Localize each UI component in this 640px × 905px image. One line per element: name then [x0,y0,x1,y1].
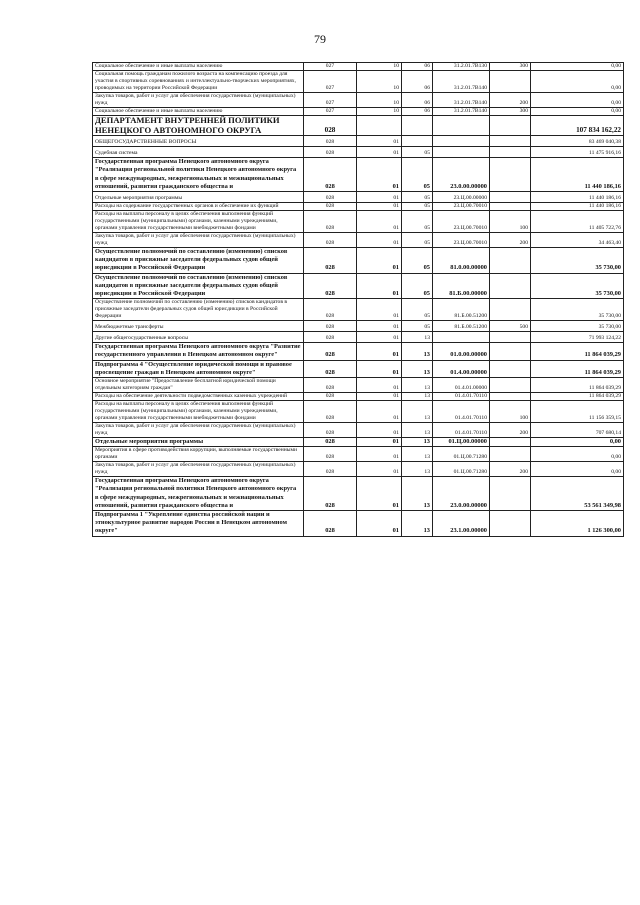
target-article-code: 01.4.01.70110 [433,393,490,401]
section-code: 01 [357,299,402,321]
target-article-code: 01.Ц.00.00000 [433,438,490,447]
table-row [93,423,624,438]
subsection-code: 05 [402,211,433,233]
amount: 11 440 186,16 [531,192,624,203]
subsection-code: 05 [402,158,433,192]
row-name: Закупка товаров, работ и услуг для обеспечения государственных (муниципальных) нужд [93,462,304,477]
ministry-code: 027 [304,71,357,93]
ministry-code: 028 [304,299,357,321]
expense-type-code [490,438,531,447]
table-row [93,158,624,192]
section-code: 01 [357,192,402,203]
expense-type-code [490,248,531,274]
ministry-code: 028 [304,273,357,299]
subsection-code: 05 [402,203,433,211]
ministry-code: 028 [304,438,357,447]
expense-type-code [490,116,531,136]
section-code: 01 [357,447,402,462]
target-article-code: 81.Б.00.51200 [433,321,490,332]
section-code: 01 [357,423,402,438]
row-name: Межбюджетные трансферты [93,321,304,332]
subsection-code: 13 [402,343,433,360]
row-name: Подпрограмма 4 "Осуществление юридической помощи и правовое просвещение граждан в Ненецком автономном округе" [93,360,304,377]
budget-table [92,62,624,537]
ministry-code: 027 [304,93,357,108]
expense-type-code [490,447,531,462]
row-name: Основное мероприятие "Предоставление бесплатной юридической помощи отдельным категориям граждан" [93,378,304,393]
section-code: 01 [357,378,402,393]
table-row [93,477,624,511]
expense-type-code: 300 [490,63,531,71]
row-name: Закупка товаров, работ и услуг для обеспечения государственных (муниципальных) нужд [93,93,304,108]
amount: 35 730,00 [531,273,624,299]
subsection-code [402,116,433,136]
section-code: 01 [357,158,402,192]
amount: 0,00 [531,462,624,477]
amount: 11 156 359,15 [531,401,624,423]
subsection-code: 05 [402,192,433,203]
table-row [93,343,624,360]
table-row [93,273,624,299]
row-name: Осуществление полномочий по составлению (изменению) списков кандидатов в присяжные заседатели федеральных судов общей юрисдикции в Российской Федерации [93,248,304,274]
target-article-code [433,136,490,147]
target-article-code: 81.0.00.00000 [433,248,490,274]
department-row [93,116,624,136]
table-row [93,332,624,343]
target-article-code: 23.Ц.00.70010 [433,203,490,211]
expense-type-code [490,343,531,360]
target-article-code: 01.4.01.70110 [433,401,490,423]
row-name: Осуществление полномочий по составлению (изменению) списков кандидатов в присяжные заседатели федеральных судов общей юрисдикции в Российской Федерации [93,273,304,299]
section-code: 01 [357,233,402,248]
row-name: Другие общегосударственные вопросы [93,332,304,343]
target-article-code: 23.0.00.00000 [433,477,490,511]
section-code: 01 [357,203,402,211]
table-row [93,321,624,332]
target-article-code: 81.Б.00.51200 [433,299,490,321]
row-name: Государственная программа Ненецкого автономного округа "Развитие государственного управления в Ненецком автономном округе" [93,343,304,360]
row-name: Отдельные мероприятия программы [93,192,304,203]
table-row [93,511,624,537]
expense-type-code: 200 [490,233,531,248]
expense-type-code [490,378,531,393]
section-code: 01 [357,332,402,343]
subsection-code: 05 [402,233,433,248]
subsection-code: 13 [402,393,433,401]
target-article-code [433,332,490,343]
target-article-code: 31.2.01.7В130 [433,63,490,71]
subsection-code: 13 [402,423,433,438]
target-article-code: 23.Ц.00.70010 [433,233,490,248]
target-article-code: 01.Ц.00.71280 [433,462,490,477]
ministry-code: 028 [304,332,357,343]
subsection-code: 06 [402,108,433,116]
subsection-code: 06 [402,93,433,108]
subsection-code: 13 [402,360,433,377]
ministry-code: 028 [304,378,357,393]
target-article-code: 81.Б.00.00000 [433,273,490,299]
row-name: Расходы на обеспечение деятельности подведомственных казенных учреждений [93,393,304,401]
section-code: 01 [357,511,402,537]
ministry-code: 028 [304,511,357,537]
ministry-code: 027 [304,108,357,116]
expense-type-code [490,203,531,211]
expense-type-code [490,332,531,343]
row-name: Мероприятия в сфере противодействия коррупции, выполняемые государственными органами [93,447,304,462]
ministry-code: 028 [304,393,357,401]
table-row [93,108,624,116]
expense-type-code [490,71,531,93]
target-article-code: 23.Ц.00.70010 [433,211,490,233]
budget-table-body [93,63,624,537]
ministry-code: 028 [304,248,357,274]
ministry-code: 028 [304,203,357,211]
subsection-code: 13 [402,378,433,393]
section-code: 10 [357,108,402,116]
row-name: Судебная система [93,147,304,158]
row-name: Расходы на выплаты персоналу в целях обеспечения выполнения функций государственными (муниципальными) органами, казенными учреждениями, органами управления государственными внебюджетными фондами [93,211,304,233]
row-name: Социальная помощь гражданам пожилого возраста на компенсацию проезда для участия в спортивных соревнованиях и интеллектуально-творческих мероприятиях, проводимых на территории Российской Федерации [93,71,304,93]
ministry-code: 028 [304,136,357,147]
ministry-code: 028 [304,192,357,203]
table-row [93,360,624,377]
expense-type-code: 200 [490,93,531,108]
ministry-code: 028 [304,343,357,360]
subsection-code: 05 [402,321,433,332]
amount: 35 730,00 [531,299,624,321]
page-number: 79 [314,32,326,46]
row-name: Социальное обеспечение и иные выплаты населению [93,108,304,116]
table-row [93,447,624,462]
expense-type-code: 100 [490,401,531,423]
expense-type-code [490,147,531,158]
target-article-code: 31.2.01.7В140 [433,71,490,93]
row-name: Государственная программа Ненецкого автономного округа "Реализация региональной политики Ненецкого автономного округа в сфере международных, межрегиональных и межнациональных отношений, развития гражданского общества и [93,477,304,511]
table-row [93,378,624,393]
amount: 0,00 [531,108,624,116]
table-row [93,136,624,147]
row-name: Расходы на выплаты персоналу в целях обеспечения выполнения функций государственными (муниципальными) органами, казенными учреждениями, органами управления государственными внебюджетными фондами [93,401,304,423]
row-name: ОБЩЕГОСУДАРСТВЕННЫЕ ВОПРОСЫ [93,136,304,147]
row-name: ДЕПАРТАМЕНТ ВНУТРЕННЕЙ ПОЛИТИКИ НЕНЕЦКОГО АВТОНОМНОГО ОКРУГА [93,116,304,136]
subsection-code: 05 [402,299,433,321]
amount: 83 469 040,38 [531,136,624,147]
ministry-code: 028 [304,423,357,438]
row-name: Осуществление полномочий по составлению (изменению) списков кандидатов в присяжные заседатели федеральных судов общей юрисдикции в Российской Федерации [93,299,304,321]
target-article-code: 01.4.01.70110 [433,423,490,438]
expense-type-code [490,393,531,401]
section-code: 01 [357,211,402,233]
row-name: Закупка товаров, работ и услуг для обеспечения государственных (муниципальных) нужд [93,233,304,248]
ministry-code: 028 [304,147,357,158]
table-row [93,393,624,401]
row-name: Отдельные мероприятия программы [93,438,304,447]
section-code: 01 [357,360,402,377]
section-code: 01 [357,438,402,447]
amount: 11 440 186,16 [531,203,624,211]
subsection-code: 05 [402,147,433,158]
target-article-code: 23.Ц.00.00000 [433,192,490,203]
table-row [93,192,624,203]
section-code: 01 [357,393,402,401]
section-code: 01 [357,136,402,147]
target-article-code: 01.0.00.00000 [433,343,490,360]
amount: 11 475 916,16 [531,147,624,158]
amount: 0,00 [531,93,624,108]
target-article-code: 31.2.01.7В140 [433,108,490,116]
table-row [93,147,624,158]
table-row [93,462,624,477]
table-row [93,248,624,274]
section-code: 01 [357,462,402,477]
row-name: Расходы на содержание государственных органов и обеспечение их функций [93,203,304,211]
section-code: 01 [357,147,402,158]
amount: 1 126 300,00 [531,511,624,537]
expense-type-code: 200 [490,462,531,477]
expense-type-code [490,192,531,203]
amount: 11 440 186,16 [531,158,624,192]
expense-type-code [490,273,531,299]
table-row [93,211,624,233]
amount: 0,00 [531,438,624,447]
expense-type-code [490,136,531,147]
expense-type-code [490,360,531,377]
expense-type-code [490,158,531,192]
amount: 11 864 039,29 [531,393,624,401]
table-row [93,93,624,108]
target-article-code: 01.4.00.00000 [433,360,490,377]
amount: 34 463,40 [531,233,624,248]
row-name: Закупка товаров, работ и услуг для обеспечения государственных (муниципальных) нужд [93,423,304,438]
amount: 707 680,14 [531,423,624,438]
subsection-code: 13 [402,511,433,537]
amount: 35 730,00 [531,248,624,274]
subsection-code: 13 [402,401,433,423]
target-article-code: 01.Ц.00.71280 [433,447,490,462]
section-code: 01 [357,273,402,299]
expense-type-code [490,477,531,511]
expense-type-code: 500 [490,321,531,332]
amount: 35 730,00 [531,321,624,332]
subsection-code: 06 [402,71,433,93]
expense-type-code: 300 [490,108,531,116]
subsection-code: 13 [402,477,433,511]
table-row [93,203,624,211]
section-code [357,116,402,136]
target-article-code [433,116,490,136]
row-name: Государственная программа Ненецкого автономного округа "Реализация региональной политики Ненецкого автономного округа в сфере международных, межрегиональных и межнациональных отношений, развития гражданского общества и [93,158,304,192]
section-code: 01 [357,401,402,423]
target-article-code: 23.1.00.00000 [433,511,490,537]
amount: 11 864 039,29 [531,343,624,360]
ministry-code: 027 [304,63,357,71]
target-article-code: 23.0.00.00000 [433,158,490,192]
amount: 0,00 [531,63,624,71]
ministry-code: 028 [304,321,357,332]
target-article-code [433,147,490,158]
section-code: 01 [357,321,402,332]
table-row [93,233,624,248]
amount: 11 864 039,29 [531,360,624,377]
amount: 71 993 124,22 [531,332,624,343]
ministry-code: 028 [304,158,357,192]
row-name: Социальное обеспечение и иные выплаты населению [93,63,304,71]
subsection-code: 13 [402,447,433,462]
ministry-code: 028 [304,477,357,511]
table-row [93,299,624,321]
section-code: 01 [357,477,402,511]
subsection-code: 06 [402,63,433,71]
section-code: 10 [357,93,402,108]
expense-type-code: 200 [490,423,531,438]
subsection-code [402,136,433,147]
subsection-code: 05 [402,273,433,299]
section-code: 10 [357,63,402,71]
target-article-code: 31.2.01.7В140 [433,93,490,108]
table-row [93,401,624,423]
subsection-code: 13 [402,332,433,343]
amount: 11 405 722,76 [531,211,624,233]
amount: 0,00 [531,447,624,462]
target-article-code: 01.4.01.00000 [433,378,490,393]
subsection-code: 13 [402,462,433,477]
row-name: Подпрограмма 1 "Укрепление единства российской нации и этнокультурное развитие народов России в Ненецком автономном округе" [93,511,304,537]
subsection-code: 05 [402,248,433,274]
ministry-code: 028 [304,447,357,462]
expense-type-code: 100 [490,211,531,233]
table-row [93,71,624,93]
table-row [93,63,624,71]
ministry-code: 028 [304,211,357,233]
section-code: 01 [357,248,402,274]
amount: 11 864 039,29 [531,378,624,393]
expense-type-code [490,299,531,321]
ministry-code: 028 [304,116,357,136]
ministry-code: 028 [304,401,357,423]
ministry-code: 028 [304,360,357,377]
section-code: 10 [357,71,402,93]
amount: 53 561 349,98 [531,477,624,511]
section-code: 01 [357,343,402,360]
table-row [93,438,624,447]
subsection-code: 13 [402,438,433,447]
amount: 0,00 [531,71,624,93]
amount: 107 834 162,22 [531,116,624,136]
ministry-code: 028 [304,233,357,248]
expense-type-code [490,511,531,537]
ministry-code: 028 [304,462,357,477]
